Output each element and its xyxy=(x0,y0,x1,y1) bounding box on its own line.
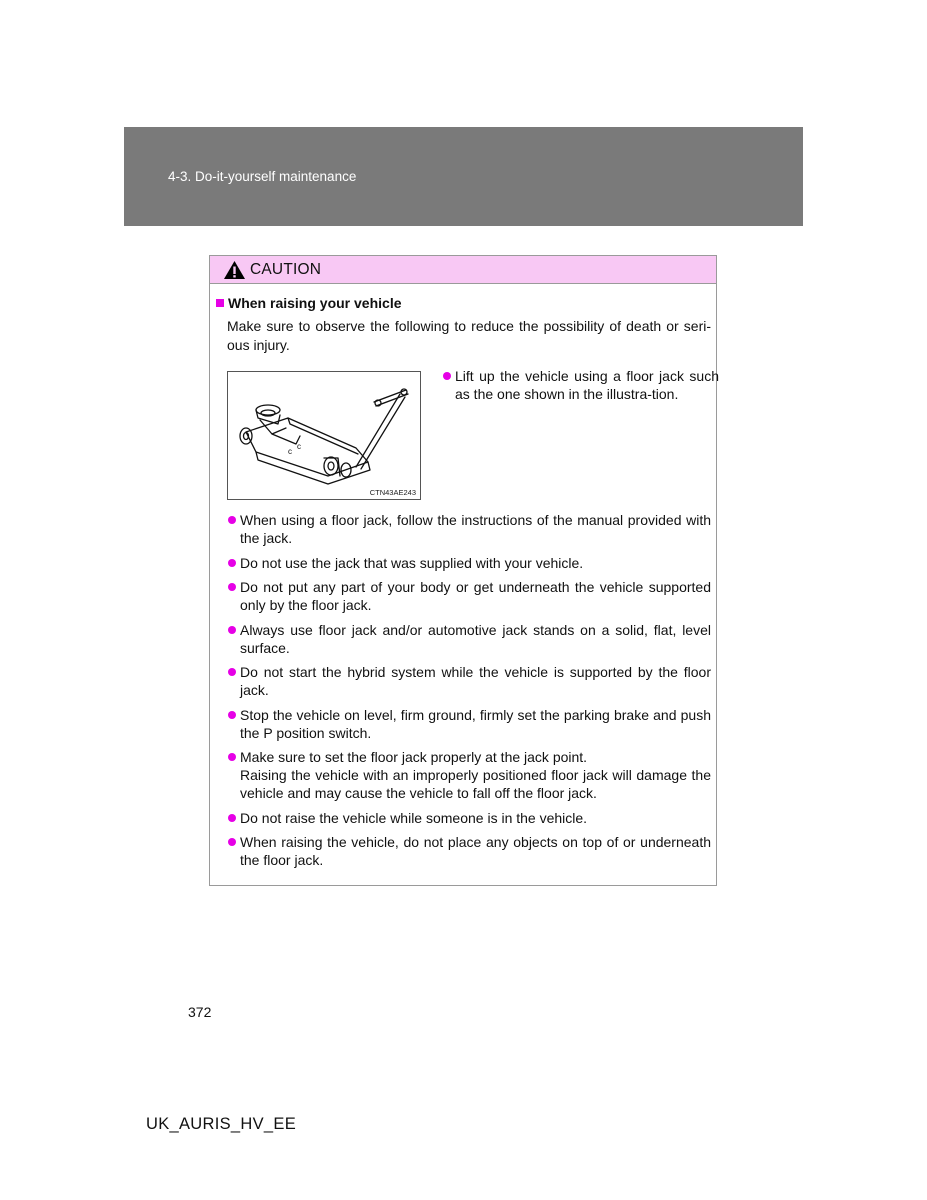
bullet-dot-icon xyxy=(443,372,451,380)
list-item-text: When using a floor jack, follow the instructions of the manual provided with the jack. xyxy=(240,512,711,546)
bullet-dot-icon xyxy=(228,711,236,719)
square-bullet-icon xyxy=(216,299,224,307)
bullet-dot-icon xyxy=(228,838,236,846)
bullet-list xyxy=(227,511,711,876)
caution-header xyxy=(210,256,716,284)
caution-box xyxy=(209,255,717,886)
list-item-text: When raising the vehicle, do not place any objects on top of or underneath the floor jack. xyxy=(240,834,711,868)
list-item-text: Do not raise the vehicle while someone is in the vehicle. xyxy=(240,809,588,826)
floor-jack-figure xyxy=(227,371,421,500)
list-item-continuation: Raising the vehicle with an improperly positioned floor jack will damage the vehicle and may cause the vehicle to fall off the floor jack. xyxy=(240,767,711,801)
list-item xyxy=(227,706,711,742)
bullet-dot-icon xyxy=(228,516,236,524)
document-code: UK_AURIS_HV_EE xyxy=(146,1115,297,1133)
list-item-text: Make sure to set the floor jack properly at the jack point. xyxy=(240,749,588,765)
list-item xyxy=(227,578,711,614)
warning-triangle-icon xyxy=(223,260,246,280)
list-item xyxy=(227,748,711,802)
subheading xyxy=(216,295,402,311)
bullet-dot-icon xyxy=(228,753,236,761)
caution-label: CAUTION xyxy=(250,260,322,278)
side-bullet-text: Lift up the vehicle using a floor jack such as the one shown in the illustra-tion. xyxy=(455,368,719,402)
section-title: 4-3. Do-it-yourself maintenance xyxy=(168,169,357,184)
list-item-text: Do not use the jack that was supplied with your vehicle. xyxy=(240,554,584,571)
side-bullet xyxy=(443,367,719,403)
svg-text:c: c xyxy=(297,442,301,451)
bullet-dot-icon xyxy=(228,626,236,634)
bullet-dot-icon xyxy=(228,668,236,676)
bullet-dot-icon xyxy=(228,583,236,591)
list-item xyxy=(227,621,711,657)
list-item-text: Always use floor jack and/or automotive jack stands on a solid, flat, level surface. xyxy=(240,621,711,656)
bullet-dot-icon xyxy=(228,559,236,567)
figure-code: CTN43AE243 xyxy=(369,488,416,497)
page-number: 372 xyxy=(188,1004,212,1020)
list-item xyxy=(227,554,711,572)
list-item xyxy=(227,663,711,699)
list-item-text: Do not put any part of your body or get underneath the vehicle supported only by the floor jack. xyxy=(240,579,711,613)
floor-jack-icon xyxy=(228,372,420,499)
subheading-text: When raising your vehicle xyxy=(228,295,402,311)
list-item xyxy=(227,809,711,827)
header-band xyxy=(124,127,803,226)
list-item-text: Stop the vehicle on level, firm ground, firmly set the parking brake and push the P position switch. xyxy=(240,706,711,741)
bullet-dot-icon xyxy=(228,814,236,822)
list-item xyxy=(227,511,711,547)
list-item-text: Do not start the hybrid system while the vehicle is supported by the floor jack. xyxy=(240,664,711,698)
intro-paragraph: Make sure to observe the following to reduce the possibility of death or seri-ous injury. xyxy=(227,318,711,353)
svg-text:c: c xyxy=(288,447,292,456)
list-item xyxy=(227,833,711,869)
